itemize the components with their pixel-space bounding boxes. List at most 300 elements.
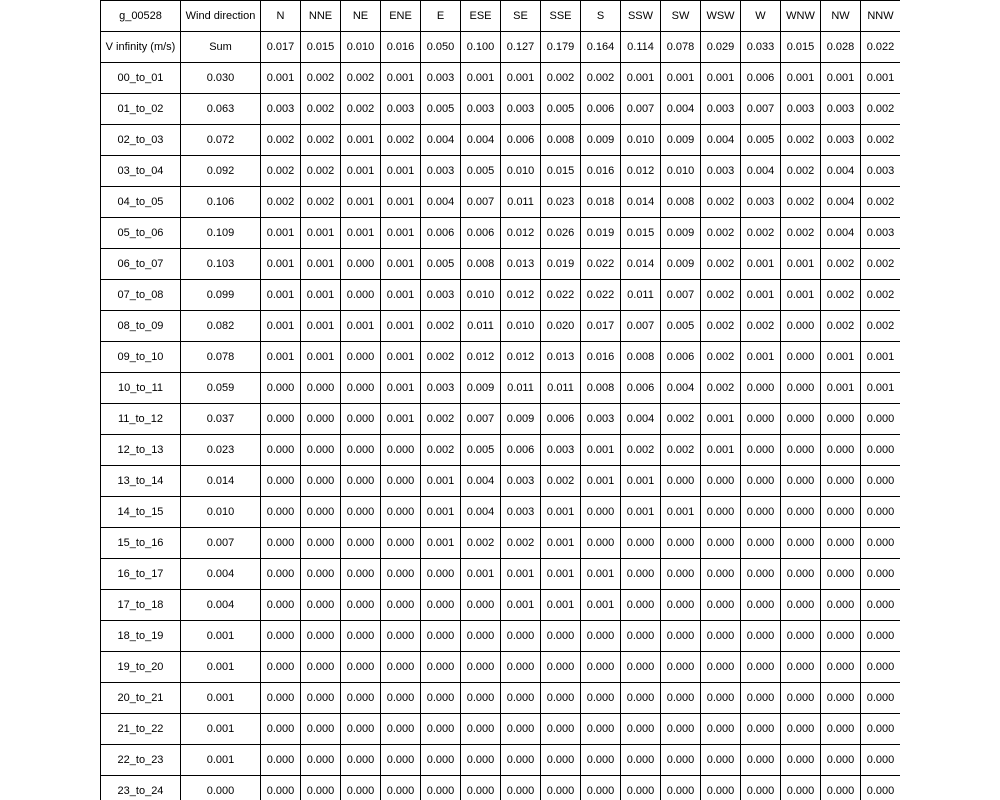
frequency-cell-SW: 0.000 [661,683,701,714]
frequency-cell-NNW: 0.002 [861,280,901,311]
table-row [101,311,901,342]
frequency-cell-S: 0.000 [581,714,621,745]
frequency-cell-NE: 0.001 [341,218,381,249]
frequency-cell-SSW: 0.002 [621,435,661,466]
speed-bin-cell: 18_to_19 [101,621,181,652]
frequency-cell-NNW: 0.001 [861,373,901,404]
frequency-cell-SSE: 0.001 [541,559,581,590]
frequency-cell-SSE: 0.015 [541,156,581,187]
frequency-cell-ESE: 0.005 [461,156,501,187]
frequency-cell-SSW: 0.007 [621,94,661,125]
frequency-cell-N: 0.000 [261,528,301,559]
frequency-cell-SSE: 0.019 [541,249,581,280]
speed-bin-cell: 12_to_13 [101,435,181,466]
speed-bin-cell: 15_to_16 [101,528,181,559]
frequency-cell-S: 0.000 [581,528,621,559]
frequency-cell-ESE: 0.004 [461,497,501,528]
table-row [101,280,901,311]
frequency-cell-SW: 0.002 [661,435,701,466]
frequency-cell-WSW: 0.000 [701,590,741,621]
row-sum-cell: 0.014 [181,466,261,497]
frequency-cell-SW: 0.004 [661,373,701,404]
frequency-cell-NW: 0.002 [821,280,861,311]
speed-bin-cell: 22_to_23 [101,745,181,776]
frequency-cell-SSE: 0.020 [541,311,581,342]
frequency-cell-W: 0.000 [741,466,781,497]
frequency-cell-N: 0.001 [261,280,301,311]
frequency-cell-S: 0.022 [581,280,621,311]
frequency-cell-SSW: 0.000 [621,683,661,714]
frequency-cell-ESE: 0.000 [461,683,501,714]
frequency-cell-W: 0.005 [741,125,781,156]
direction-header-WSW: WSW [701,1,741,32]
row-sum-cell: 0.023 [181,435,261,466]
frequency-cell-ESE: 0.000 [461,714,501,745]
frequency-cell-ESE: 0.000 [461,590,501,621]
frequency-cell-ESE: 0.001 [461,559,501,590]
row-sum-cell: 0.010 [181,497,261,528]
frequency-cell-SE: 0.006 [501,435,541,466]
frequency-cell-NNW: 0.001 [861,342,901,373]
corner-label-cell: g_00528 [101,1,181,32]
frequency-cell-NE: 0.001 [341,311,381,342]
frequency-cell-NNW: 0.002 [861,311,901,342]
frequency-cell-NNW: 0.000 [861,714,901,745]
direction-sum-S: 0.164 [581,32,621,63]
frequency-cell-SSE: 0.001 [541,590,581,621]
frequency-cell-ENE: 0.000 [381,652,421,683]
frequency-cell-E: 0.005 [421,94,461,125]
frequency-cell-NNW: 0.000 [861,466,901,497]
frequency-cell-ENE: 0.000 [381,528,421,559]
row-sum-cell: 0.001 [181,745,261,776]
table-row [101,435,901,466]
frequency-cell-ESE: 0.011 [461,311,501,342]
frequency-cell-SE: 0.010 [501,156,541,187]
frequency-cell-S: 0.000 [581,683,621,714]
frequency-cell-E: 0.003 [421,280,461,311]
frequency-cell-SE: 0.011 [501,187,541,218]
frequency-cell-WSW: 0.002 [701,311,741,342]
frequency-cell-SW: 0.001 [661,63,701,94]
frequency-cell-S: 0.001 [581,466,621,497]
frequency-cell-ESE: 0.000 [461,621,501,652]
frequency-cell-WNW: 0.001 [781,249,821,280]
frequency-cell-WNW: 0.000 [781,683,821,714]
speed-bin-cell: 07_to_08 [101,280,181,311]
frequency-cell-NNE: 0.002 [301,63,341,94]
frequency-cell-ESE: 0.007 [461,187,501,218]
frequency-cell-NW: 0.000 [821,497,861,528]
frequency-cell-NNE: 0.002 [301,187,341,218]
frequency-cell-NW: 0.000 [821,435,861,466]
frequency-cell-S: 0.022 [581,249,621,280]
direction-sum-ESE: 0.100 [461,32,501,63]
frequency-cell-SE: 0.000 [501,652,541,683]
speed-bin-cell: 21_to_22 [101,714,181,745]
direction-sum-SSW: 0.114 [621,32,661,63]
frequency-cell-NNW: 0.003 [861,218,901,249]
frequency-cell-SE: 0.003 [501,94,541,125]
frequency-cell-SSW: 0.001 [621,497,661,528]
frequency-cell-WSW: 0.002 [701,249,741,280]
direction-header-SSE: SSE [541,1,581,32]
frequency-cell-SSW: 0.000 [621,776,661,800]
frequency-cell-WSW: 0.000 [701,776,741,800]
frequency-cell-NE: 0.000 [341,745,381,776]
frequency-cell-NNW: 0.002 [861,249,901,280]
frequency-cell-N: 0.001 [261,249,301,280]
frequency-cell-SE: 0.001 [501,559,541,590]
frequency-cell-NE: 0.000 [341,435,381,466]
frequency-cell-NNE: 0.001 [301,249,341,280]
frequency-cell-SSW: 0.001 [621,466,661,497]
direction-header-NE: NE [341,1,381,32]
frequency-cell-SW: 0.009 [661,249,701,280]
table-row [101,404,901,435]
frequency-cell-NNE: 0.002 [301,125,341,156]
frequency-cell-E: 0.000 [421,683,461,714]
table-row [101,218,901,249]
frequency-cell-NNW: 0.002 [861,94,901,125]
frequency-cell-E: 0.006 [421,218,461,249]
table-row [101,528,901,559]
frequency-cell-NW: 0.000 [821,559,861,590]
frequency-cell-SSW: 0.007 [621,311,661,342]
frequency-cell-SSW: 0.000 [621,652,661,683]
frequency-cell-NE: 0.000 [341,373,381,404]
frequency-cell-SSW: 0.004 [621,404,661,435]
frequency-cell-SW: 0.000 [661,559,701,590]
speed-bin-cell: 05_to_06 [101,218,181,249]
frequency-cell-WNW: 0.000 [781,621,821,652]
speed-bin-cell: 19_to_20 [101,652,181,683]
frequency-cell-NNE: 0.000 [301,745,341,776]
frequency-cell-W: 0.001 [741,249,781,280]
frequency-cell-E: 0.000 [421,745,461,776]
frequency-cell-W: 0.000 [741,528,781,559]
frequency-cell-S: 0.016 [581,342,621,373]
frequency-cell-S: 0.019 [581,218,621,249]
frequency-cell-S: 0.000 [581,621,621,652]
row-sum-cell: 0.030 [181,63,261,94]
frequency-cell-WNW: 0.000 [781,466,821,497]
frequency-cell-W: 0.000 [741,404,781,435]
frequency-cell-ESE: 0.001 [461,63,501,94]
frequency-cell-NNW: 0.000 [861,559,901,590]
frequency-cell-SW: 0.004 [661,94,701,125]
frequency-cell-SSE: 0.011 [541,373,581,404]
frequency-cell-NNW: 0.001 [861,63,901,94]
frequency-cell-WSW: 0.001 [701,404,741,435]
frequency-cell-SW: 0.008 [661,187,701,218]
frequency-cell-NNW: 0.000 [861,404,901,435]
frequency-cell-E: 0.001 [421,497,461,528]
frequency-cell-WSW: 0.002 [701,187,741,218]
frequency-cell-SW: 0.000 [661,590,701,621]
frequency-cell-W: 0.000 [741,497,781,528]
table-body [101,1,901,800]
row-sum-cell: 0.007 [181,528,261,559]
frequency-cell-SSW: 0.000 [621,621,661,652]
frequency-cell-NNE: 0.000 [301,466,341,497]
speed-bin-cell: 13_to_14 [101,466,181,497]
direction-sum-ENE: 0.016 [381,32,421,63]
frequency-cell-SW: 0.002 [661,404,701,435]
frequency-cell-ENE: 0.001 [381,404,421,435]
frequency-cell-WSW: 0.000 [701,652,741,683]
frequency-cell-WSW: 0.003 [701,94,741,125]
frequency-cell-WSW: 0.001 [701,435,741,466]
frequency-cell-SSE: 0.023 [541,187,581,218]
speed-bin-cell: 09_to_10 [101,342,181,373]
frequency-cell-NE: 0.002 [341,63,381,94]
frequency-cell-SE: 0.013 [501,249,541,280]
table-row [101,745,901,776]
frequency-cell-NE: 0.000 [341,714,381,745]
frequency-cell-NNW: 0.000 [861,528,901,559]
frequency-cell-NE: 0.000 [341,559,381,590]
frequency-cell-NW: 0.003 [821,125,861,156]
table-row [101,466,901,497]
row-sum-cell: 0.000 [181,776,261,800]
frequency-cell-W: 0.000 [741,559,781,590]
row-sum-cell: 0.001 [181,621,261,652]
frequency-cell-E: 0.001 [421,466,461,497]
frequency-cell-S: 0.000 [581,652,621,683]
direction-header-S: S [581,1,621,32]
frequency-cell-E: 0.002 [421,435,461,466]
frequency-cell-ESE: 0.004 [461,466,501,497]
frequency-cell-S: 0.008 [581,373,621,404]
direction-header-E: E [421,1,461,32]
frequency-cell-SE: 0.012 [501,280,541,311]
header-row-sums [101,32,901,63]
frequency-cell-WNW: 0.001 [781,63,821,94]
frequency-cell-NE: 0.001 [341,125,381,156]
frequency-cell-S: 0.003 [581,404,621,435]
direction-sum-NW: 0.028 [821,32,861,63]
table-row [101,373,901,404]
direction-sum-SSE: 0.179 [541,32,581,63]
frequency-cell-W: 0.000 [741,590,781,621]
frequency-cell-E: 0.002 [421,404,461,435]
frequency-cell-SE: 0.002 [501,528,541,559]
frequency-cell-NNW: 0.000 [861,683,901,714]
frequency-cell-NW: 0.000 [821,466,861,497]
frequency-cell-N: 0.001 [261,342,301,373]
frequency-cell-SSW: 0.000 [621,590,661,621]
frequency-cell-NE: 0.000 [341,621,381,652]
row-sum-cell: 0.099 [181,280,261,311]
frequency-cell-N: 0.000 [261,745,301,776]
frequency-cell-ENE: 0.000 [381,590,421,621]
frequency-cell-WSW: 0.002 [701,373,741,404]
frequency-cell-ENE: 0.000 [381,621,421,652]
frequency-cell-NNE: 0.000 [301,528,341,559]
table-row [101,621,901,652]
frequency-cell-WNW: 0.000 [781,714,821,745]
frequency-cell-SSW: 0.015 [621,218,661,249]
frequency-cell-NW: 0.004 [821,156,861,187]
frequency-cell-SSE: 0.000 [541,776,581,800]
row-sum-cell: 0.001 [181,652,261,683]
frequency-cell-NNE: 0.002 [301,94,341,125]
frequency-cell-SW: 0.001 [661,497,701,528]
frequency-cell-SSE: 0.000 [541,621,581,652]
direction-sum-W: 0.033 [741,32,781,63]
table-row [101,187,901,218]
frequency-cell-NW: 0.004 [821,187,861,218]
frequency-cell-W: 0.000 [741,652,781,683]
frequency-cell-SSW: 0.000 [621,745,661,776]
frequency-cell-SSW: 0.010 [621,125,661,156]
frequency-cell-ENE: 0.000 [381,683,421,714]
frequency-cell-SSW: 0.014 [621,187,661,218]
frequency-cell-WNW: 0.001 [781,280,821,311]
frequency-cell-NE: 0.002 [341,94,381,125]
frequency-cell-NE: 0.000 [341,342,381,373]
frequency-cell-NNE: 0.000 [301,435,341,466]
frequency-cell-NE: 0.000 [341,652,381,683]
direction-sum-E: 0.050 [421,32,461,63]
frequency-cell-ENE: 0.001 [381,311,421,342]
table-row [101,776,901,800]
frequency-cell-ESE: 0.006 [461,218,501,249]
speed-bin-cell: 06_to_07 [101,249,181,280]
frequency-cell-SSE: 0.001 [541,528,581,559]
frequency-cell-ENE: 0.000 [381,497,421,528]
frequency-cell-SE: 0.000 [501,683,541,714]
speed-bin-cell: 10_to_11 [101,373,181,404]
table-row [101,63,901,94]
frequency-cell-SSE: 0.002 [541,63,581,94]
frequency-cell-W: 0.000 [741,683,781,714]
frequency-cell-NNE: 0.000 [301,776,341,800]
frequency-cell-SE: 0.011 [501,373,541,404]
frequency-cell-E: 0.002 [421,342,461,373]
frequency-cell-WNW: 0.000 [781,528,821,559]
frequency-cell-ENE: 0.000 [381,745,421,776]
speed-bin-cell: 08_to_09 [101,311,181,342]
table-row [101,683,901,714]
frequency-cell-WNW: 0.000 [781,342,821,373]
frequency-cell-E: 0.003 [421,63,461,94]
frequency-cell-WSW: 0.000 [701,714,741,745]
frequency-cell-S: 0.016 [581,156,621,187]
frequency-cell-SW: 0.009 [661,125,701,156]
frequency-cell-NNW: 0.000 [861,590,901,621]
frequency-cell-NW: 0.000 [821,745,861,776]
frequency-cell-NNW: 0.000 [861,497,901,528]
frequency-cell-SSE: 0.002 [541,466,581,497]
frequency-cell-WSW: 0.000 [701,683,741,714]
frequency-cell-ENE: 0.001 [381,218,421,249]
frequency-cell-E: 0.004 [421,187,461,218]
frequency-cell-W: 0.004 [741,156,781,187]
frequency-cell-N: 0.000 [261,466,301,497]
frequency-cell-W: 0.006 [741,63,781,94]
row-sum-cell: 0.001 [181,683,261,714]
frequency-cell-N: 0.000 [261,652,301,683]
frequency-cell-SW: 0.006 [661,342,701,373]
frequency-cell-WSW: 0.002 [701,218,741,249]
frequency-cell-WNW: 0.002 [781,156,821,187]
frequency-cell-E: 0.003 [421,156,461,187]
frequency-cell-W: 0.002 [741,218,781,249]
frequency-cell-NE: 0.000 [341,249,381,280]
frequency-cell-NE: 0.000 [341,590,381,621]
header-row-directions [101,1,901,32]
frequency-cell-SSE: 0.000 [541,652,581,683]
frequency-cell-WSW: 0.002 [701,342,741,373]
frequency-cell-SSE: 0.001 [541,497,581,528]
speed-bin-cell: 03_to_04 [101,156,181,187]
frequency-cell-NE: 0.000 [341,466,381,497]
frequency-cell-SSE: 0.000 [541,714,581,745]
frequency-cell-SE: 0.001 [501,63,541,94]
frequency-cell-NE: 0.000 [341,404,381,435]
frequency-cell-ENE: 0.001 [381,63,421,94]
frequency-cell-WNW: 0.000 [781,776,821,800]
direction-header-N: N [261,1,301,32]
wind-frequency-table [100,0,900,800]
frequency-cell-WSW: 0.000 [701,497,741,528]
frequency-cell-NW: 0.002 [821,311,861,342]
table-row [101,249,901,280]
speed-bin-cell: 02_to_03 [101,125,181,156]
frequency-cell-SE: 0.003 [501,497,541,528]
frequency-cell-NW: 0.003 [821,94,861,125]
direction-header-W: W [741,1,781,32]
frequency-cell-ESE: 0.002 [461,528,501,559]
frequency-cell-E: 0.000 [421,590,461,621]
frequency-cell-NNE: 0.001 [301,218,341,249]
frequency-cell-SSE: 0.005 [541,94,581,125]
row-sum-cell: 0.082 [181,311,261,342]
frequency-cell-NW: 0.001 [821,373,861,404]
speed-bin-cell: 01_to_02 [101,94,181,125]
frequency-cell-N: 0.002 [261,125,301,156]
frequency-cell-N: 0.000 [261,621,301,652]
frequency-cell-NNE: 0.000 [301,559,341,590]
frequency-cell-ENE: 0.002 [381,125,421,156]
frequency-cell-SSE: 0.003 [541,435,581,466]
frequency-cell-N: 0.000 [261,590,301,621]
frequency-cell-ESE: 0.008 [461,249,501,280]
frequency-cell-NE: 0.000 [341,528,381,559]
frequency-cell-SSW: 0.000 [621,559,661,590]
frequency-cell-S: 0.001 [581,559,621,590]
frequency-cell-S: 0.017 [581,311,621,342]
frequency-cell-NW: 0.000 [821,714,861,745]
frequency-cell-SSW: 0.006 [621,373,661,404]
direction-header-cell: Wind direction [181,1,261,32]
frequency-cell-S: 0.006 [581,94,621,125]
table-row [101,559,901,590]
speed-bin-cell: 04_to_05 [101,187,181,218]
frequency-cell-SSW: 0.014 [621,249,661,280]
frequency-cell-WNW: 0.000 [781,590,821,621]
frequency-cell-NW: 0.001 [821,63,861,94]
frequency-cell-N: 0.000 [261,404,301,435]
frequency-cell-SW: 0.000 [661,714,701,745]
frequency-cell-NW: 0.002 [821,249,861,280]
row-sum-cell: 0.092 [181,156,261,187]
direction-header-ESE: ESE [461,1,501,32]
frequency-cell-ENE: 0.000 [381,435,421,466]
frequency-cell-N: 0.001 [261,218,301,249]
